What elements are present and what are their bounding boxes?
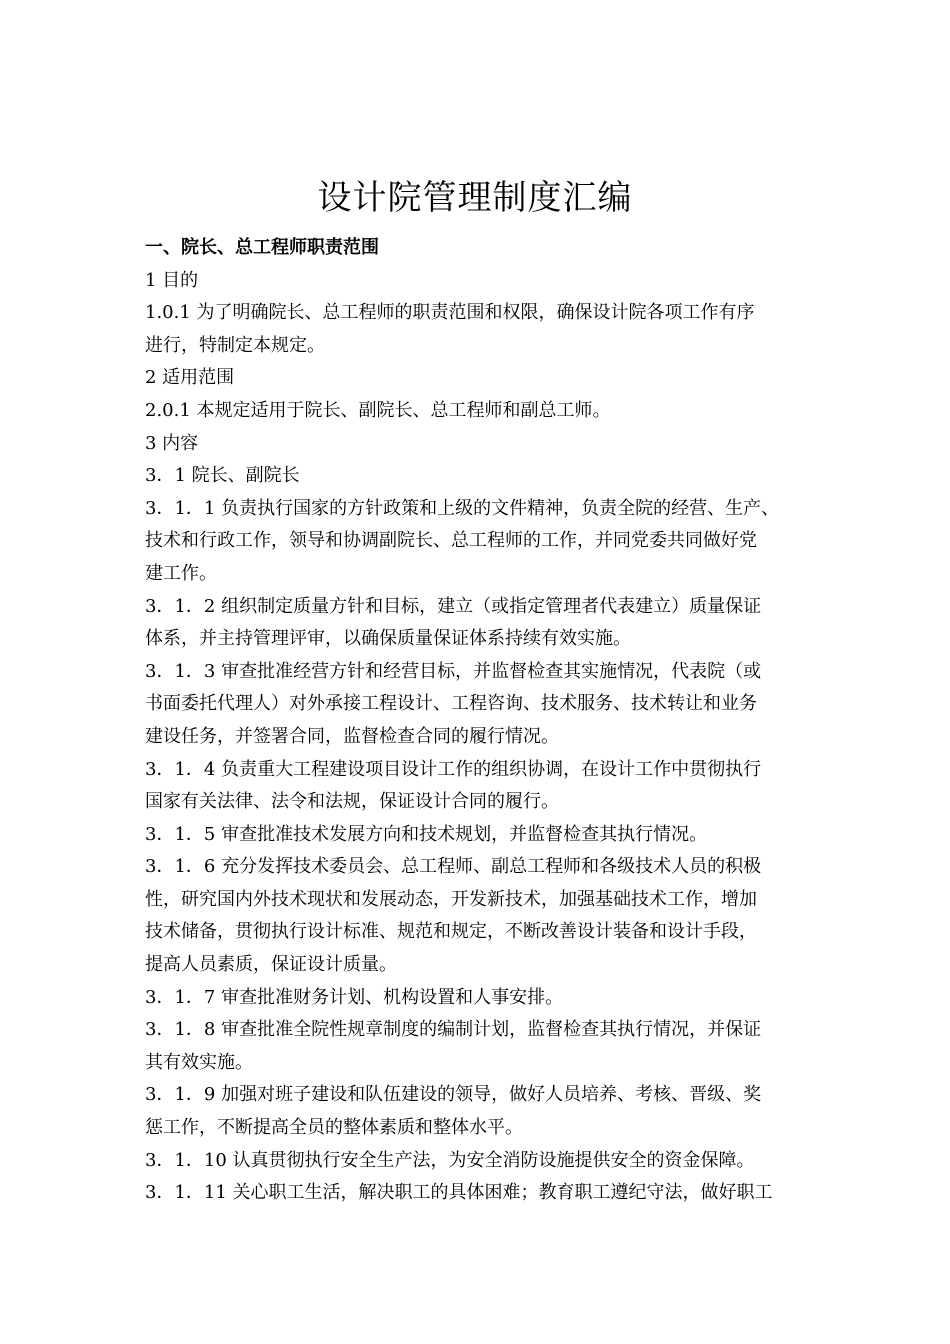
- document-body: [145, 232, 813, 1210]
- text-line: 2.0.1 本规定适用于院长、副院长、总工程师和副总工师。: [145, 399, 611, 421]
- text-line: 3．1．9 加强对班子建设和队伍建设的领导，做好人员培养、考核、晋级、奖: [145, 1084, 762, 1106]
- text-line: 3．1．6 充分发挥技术委员会、总工程师、副总工程师和各级技术人员的积极: [145, 856, 762, 878]
- text-line: 3．1．5 审查批准技术发展方向和技术规划，并监督检查其执行情况。: [145, 823, 708, 845]
- text-line: 建工作。: [145, 562, 217, 584]
- text-line: 提高人员素质，保证设计质量。: [145, 954, 397, 976]
- text-line: 3．1．10 认真贯彻执行安全生产法，为安全消防设施提供安全的资金保障。: [145, 1149, 755, 1171]
- text-line: 性，研究国内外技术现状和发展动态，开发新技术，加强基础技术工作，增加: [145, 888, 757, 910]
- text-line: 1.0.1 为了明确院长、总工程师的职责范围和权限，确保设计院各项工作有序: [145, 302, 755, 324]
- text-lines: [145, 265, 813, 1210]
- section-heading: 一、院长、总工程师职责范围: [145, 237, 379, 258]
- text-line: 技术和行政工作，领导和协调副院长、总工程师的工作，并同党委共同做好党: [145, 530, 757, 552]
- text-line: 3．1 院长、副院长: [145, 465, 300, 487]
- text-line: 3．1．1 负责执行国家的方针政策和上级的文件精神，负责全院的经营、生产、: [145, 497, 780, 519]
- text-line: 国家有关法律、法令和法规，保证设计合同的履行。: [145, 791, 559, 813]
- document-title: 设计院管理制度汇编: [317, 178, 633, 218]
- text-line: 3．1．4 负责重大工程建设项目设计工作的组织协调，在设计工作中贯彻执行: [145, 758, 762, 780]
- text-line: 2 适用范围: [145, 367, 235, 389]
- text-line: 3．1．2 组织制定质量方针和目标，建立（或指定管理者代表建立）质量保证: [145, 595, 762, 617]
- text-line: 1 目的: [145, 269, 199, 291]
- text-line: 其有效实施。: [145, 1051, 253, 1073]
- text-line: 惩工作，不断提高全员的整体素质和整体水平。: [145, 1117, 523, 1139]
- text-line: 技术储备，贯彻执行设计标准、规范和规定，不断改善设计装备和设计手段，: [145, 921, 757, 943]
- text-line: 建设任务，并签署合同，监督检查合同的履行情况。: [145, 725, 559, 747]
- text-line: 3 内容: [145, 432, 199, 454]
- text-line: 3．1．7 审查批准财务计划、机构设置和人事安排。: [145, 986, 564, 1008]
- text-line: 体系，并主持管理评审，以确保质量保证体系持续有效实施。: [145, 628, 631, 650]
- text-line: 3．1．3 审查批准经营方针和经营目标，并监督检查其实施情况，代表院（或: [145, 660, 762, 682]
- text-line: 书面委托代理人）对外承接工程设计、工程咨询、技术服务、技术转让和业务: [145, 693, 757, 715]
- text-line: 进行，特制定本规定。: [145, 334, 325, 356]
- text-line: 3．1．8 审查批准全院性规章制度的编制计划，监督检查其执行情况，并保证: [145, 1019, 762, 1041]
- text-line: 3．1．11 关心职工生活，解决职工的具体困难；教育职工遵纪守法，做好职工: [145, 1182, 773, 1204]
